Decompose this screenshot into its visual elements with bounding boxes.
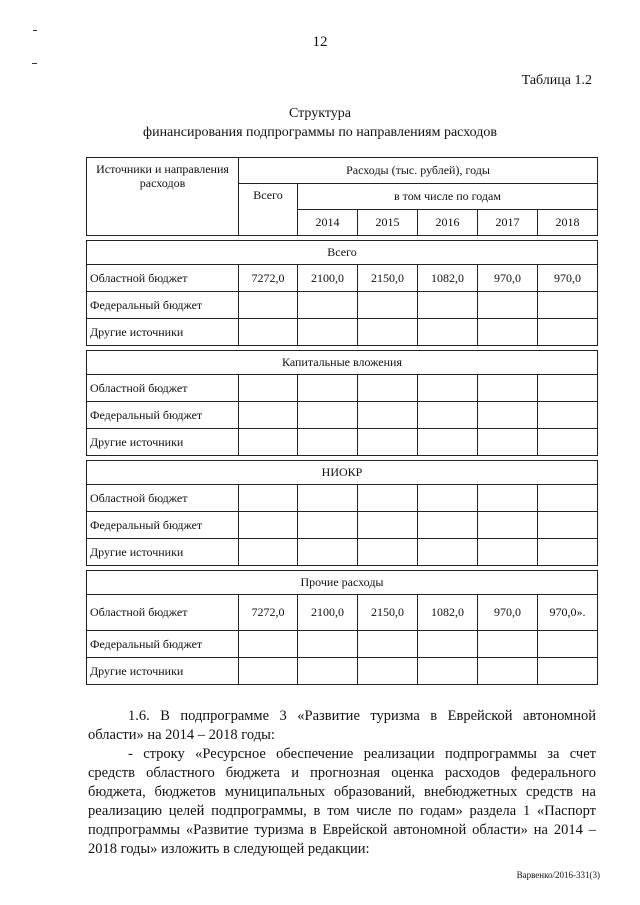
cell-year-value: [358, 631, 418, 658]
cell-year-value: [418, 429, 478, 456]
cell-year-value: [478, 539, 538, 566]
cell-year-value: [478, 512, 538, 539]
section-title: НИОКР: [87, 461, 598, 485]
cell-year-value: [538, 319, 598, 346]
cell-year-value: [298, 292, 358, 319]
table-title-line2: финансирования подпрограммы по направлениям расходов: [143, 125, 497, 140]
cell-year-value: [538, 539, 598, 566]
cell-year-value: 2100,0: [298, 595, 358, 631]
header-expenses: Расходы (тыс. рублей), годы: [239, 158, 598, 184]
cell-year-value: [478, 429, 538, 456]
row-source-label: Областной бюджет: [87, 595, 239, 631]
row-source-label: Другие источники: [87, 658, 239, 685]
cell-year-value: [358, 512, 418, 539]
cell-year-value: [418, 485, 478, 512]
table-row: [87, 631, 598, 658]
cell-total: 7272,0: [239, 595, 298, 631]
cell-year-value: [538, 292, 598, 319]
table-row: [87, 319, 598, 346]
cell-year-value: [538, 402, 598, 429]
table-row: [87, 292, 598, 319]
header-year-2017: 2017: [478, 210, 538, 236]
cell-year-value: [298, 429, 358, 456]
table-title: [0, 104, 640, 142]
table-row: [87, 595, 598, 631]
cell-year-value: [358, 539, 418, 566]
cell-total: [239, 429, 298, 456]
table-row: [87, 485, 598, 512]
cell-year-value: [418, 375, 478, 402]
cell-total: [239, 292, 298, 319]
cell-year-value: [358, 375, 418, 402]
cell-year-value: [538, 658, 598, 685]
row-source-label: Областной бюджет: [87, 265, 239, 292]
cell-year-value: 1082,0: [418, 265, 478, 292]
cell-year-value: [478, 485, 538, 512]
cell-year-value: [358, 319, 418, 346]
cell-year-value: [538, 631, 598, 658]
cell-year-value: [418, 319, 478, 346]
cell-year-value: [478, 402, 538, 429]
row-source-label: Другие источники: [87, 539, 239, 566]
header-sources: Источники и направления расходов: [87, 158, 239, 236]
table-row: [87, 429, 598, 456]
body-text: [88, 707, 596, 859]
footer-code: Варвенко/2016-331(3): [516, 870, 600, 880]
table-row: [87, 402, 598, 429]
scan-mark-bottom: [32, 63, 37, 64]
cell-year-value: 970,0: [478, 595, 538, 631]
cell-year-value: [358, 429, 418, 456]
cell-year-value: [418, 539, 478, 566]
cell-total: 7272,0: [239, 265, 298, 292]
cell-year-value: [478, 319, 538, 346]
cell-year-value: [478, 631, 538, 658]
cell-year-value: [358, 485, 418, 512]
row-source-label: Федеральный бюджет: [87, 402, 239, 429]
row-source-label: Федеральный бюджет: [87, 631, 239, 658]
cell-year-value: [538, 375, 598, 402]
row-source-label: Другие источники: [87, 429, 239, 456]
cell-year-value: [478, 658, 538, 685]
cell-year-value: [478, 292, 538, 319]
cell-year-value: 1082,0: [418, 595, 478, 631]
cell-year-value: [298, 319, 358, 346]
cell-total: [239, 539, 298, 566]
page-number: 12: [312, 34, 328, 50]
row-source-label: Областной бюджет: [87, 485, 239, 512]
cell-year-value: [298, 512, 358, 539]
header-year-2015: 2015: [358, 210, 418, 236]
cell-year-value: 970,0: [478, 265, 538, 292]
cell-year-value: [358, 658, 418, 685]
table-title-line1: Структура: [288, 106, 352, 121]
section-title: Всего: [87, 241, 598, 265]
section-title: Капитальные вложения: [87, 351, 598, 375]
cell-year-value: 2150,0: [358, 265, 418, 292]
cell-year-value: [358, 292, 418, 319]
cell-year-value: [538, 429, 598, 456]
cell-total: [239, 631, 298, 658]
cell-year-value: 970,0».: [538, 595, 598, 631]
cell-year-value: [358, 402, 418, 429]
scan-mark-top: [33, 30, 37, 31]
header-including: в том числе по годам: [298, 184, 598, 210]
table-row: [87, 512, 598, 539]
cell-total: [239, 485, 298, 512]
cell-total: [239, 375, 298, 402]
paragraph-resource-line: - строку «Ресурсное обеспечение реализации подпрограммы за счет средств областного бюджета и прогнозная оценка расходов федерального бюджета, бюджетов муниципальных образований, внебюджетных средств на реализацию целей подпрограммы, в том числе по годам» раздела 1 «Паспорт подпрограммы «Развитие туризма в Еврейской автономной области» на 2014 – 2018 годы» изложить в следующей редакции:: [88, 746, 596, 857]
row-source-label: Федеральный бюджет: [87, 512, 239, 539]
header-year-2014: 2014: [298, 210, 358, 236]
cell-year-value: 2150,0: [358, 595, 418, 631]
header-year-2018: 2018: [538, 210, 598, 236]
cell-year-value: [298, 402, 358, 429]
cell-year-value: [298, 658, 358, 685]
paragraph-1-6: 1.6. В подпрограмме 3 «Развитие туризма в Еврейской автономной области» на 2014 – 2018 годы:: [88, 708, 596, 743]
table-row: [87, 375, 598, 402]
cell-year-value: [418, 512, 478, 539]
cell-year-value: [418, 658, 478, 685]
row-source-label: Федеральный бюджет: [87, 292, 239, 319]
cell-year-value: 970,0: [538, 265, 598, 292]
table-row: [87, 265, 598, 292]
cell-year-value: [298, 539, 358, 566]
cell-year-value: [298, 485, 358, 512]
cell-total: [239, 319, 298, 346]
section-title: Прочие расходы: [87, 571, 598, 595]
cell-year-value: [538, 485, 598, 512]
cell-total: [239, 512, 298, 539]
cell-total: [239, 402, 298, 429]
cell-year-value: 2100,0: [298, 265, 358, 292]
cell-year-value: [418, 292, 478, 319]
financing-table: [86, 157, 598, 685]
table-row: [87, 539, 598, 566]
table-label: Таблица 1.2: [521, 73, 592, 88]
cell-year-value: [298, 375, 358, 402]
cell-total: [239, 658, 298, 685]
cell-year-value: [478, 375, 538, 402]
row-source-label: Областной бюджет: [87, 375, 239, 402]
cell-year-value: [418, 402, 478, 429]
cell-year-value: [298, 631, 358, 658]
cell-year-value: [418, 631, 478, 658]
table-row: [87, 658, 598, 685]
row-source-label: Другие источники: [87, 319, 239, 346]
header-total: Всего: [239, 184, 298, 236]
cell-year-value: [538, 512, 598, 539]
header-year-2016: 2016: [418, 210, 478, 236]
